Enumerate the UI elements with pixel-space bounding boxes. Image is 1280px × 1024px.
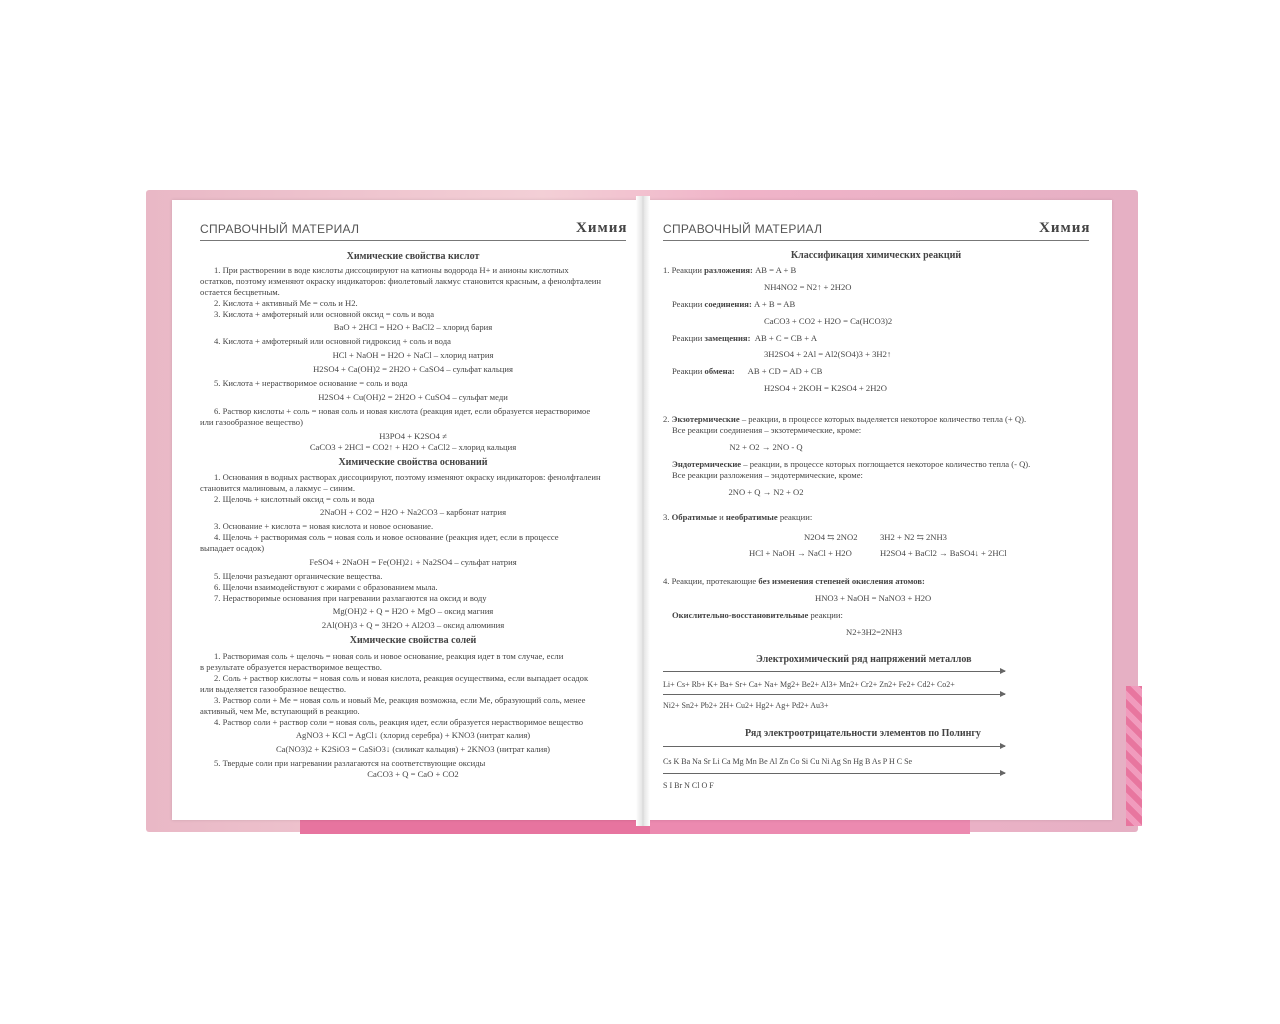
text-line: 4. Кислота + амфотерный или основной гидроксид + соль и вода: [214, 336, 451, 346]
text-line: или выделяется газообразное вещество.: [200, 684, 347, 694]
formula: 3H2 + N2 ⇆ 2NH3: [880, 532, 947, 542]
text-line: остатков, поэтому изменяют окраску индикаторов: фиолетовый лакмус становится красным, а фенолфталеин: [200, 276, 601, 286]
no-oxidation-def: 4. Реакции, протекающие без изменения степеней окисления атомов:: [663, 576, 925, 586]
header-divider: [663, 240, 1089, 241]
reaction-type: Реакции замещения: AB + C = CB + A: [672, 333, 818, 343]
formula: BaO + 2HCl = H2O + BaCl2 – хлорид бария: [333, 322, 493, 332]
formula: 2NaOH + CO2 = H2O + Na2CO3 – карбонат натрия: [319, 507, 507, 517]
text-line: становится малиновым, а лакмус – синим.: [200, 483, 356, 493]
salts-title: Химические свойства солей: [349, 635, 477, 646]
formula: N2 + O2 → 2NO - Q: [729, 442, 803, 452]
formula: FeSO4 + 2NaOH = Fe(OH)2↓ + Na2SO4 – сульфат натрия: [309, 557, 517, 567]
formula: CaCO3 + Q = CaO + CO2: [367, 769, 459, 779]
acids-title: Химические свойства кислот: [346, 251, 480, 262]
text-line: 4. Щелочь + растворимая соль = новая соль и новое основание (реакция идет, если в процессе: [214, 532, 559, 542]
text-line: 2. Щелочь + кислотный оксид = соль и вода: [214, 494, 375, 504]
header-divider: [200, 240, 626, 241]
series-arrow: [663, 694, 1005, 695]
series-arrow: [663, 671, 1005, 672]
book-spine: [636, 196, 650, 826]
text-line: выпадает осадок): [200, 543, 265, 553]
cover-pattern: [300, 820, 650, 834]
text-line: 1. Растворимая соль + щелочь = новая соль и новое основание, реакция идет в том случае, если: [214, 651, 564, 661]
series-arrow: [663, 746, 1005, 747]
text-line: 3. Кислота + амфотерный или основной оксид = соль и вода: [214, 309, 435, 319]
pauling-series-row: S I Br N Cl O F: [663, 781, 714, 790]
text-line: 5. Твердые соли при нагревании разлагаются на соответствующие оксиды: [214, 758, 486, 768]
metals-series-row: Ni2+ Sn2+ Pb2+ 2H+ Cu2+ Hg2+ Ag+ Pd2+ Au3+: [663, 701, 829, 710]
exothermic-def: 2. Экзотермические – реакции, в процессе которых выделяется некоторое количество тепла (+ Q).: [663, 414, 1027, 424]
formula: H2SO4 + Cu(OH)2 = 2H2O + CuSO4 – сульфат меди: [318, 392, 508, 402]
right-page: [648, 200, 1112, 820]
formula: AgNO3 + KCl = AgCl↓ (хлорид серебра) + KNO3 (нитрат калия): [295, 730, 531, 740]
formula: 3H2SO4 + 2Al = Al2(SO4)3 + 3H2↑: [764, 349, 892, 359]
text-line: остается бесцветным.: [200, 287, 280, 297]
text-line: активный, чем Ме, вступающий в реакцию.: [200, 706, 360, 716]
reaction-type: Реакции обмена: AB + CD = AD + CB: [672, 366, 823, 376]
subject-title-right: Химия: [1039, 220, 1091, 236]
formula: HCl + NaOH → NaCl + H2O: [749, 548, 852, 558]
text-line: 2. Соль + раствор кислоты = новая соль и новая кислота, реакция осуществима, если выпадает осадок: [214, 673, 589, 683]
pauling-series-row: Cs K Ba Na Sr Li Ca Mg Mn Be Al Zn Co Si Cu Ni Ag Sn Hg B As P H C Se: [663, 757, 913, 766]
text-line: в результате образуется нерастворимое вещество.: [200, 662, 382, 672]
cover-pattern: [1126, 686, 1142, 826]
formula: H2SO4 + 2KOH = K2SO4 + 2H2O: [764, 383, 887, 393]
text-line: 3. Раствор соли + Ме = новая соль и новый Ме, реакция возможна, если Ме, образующий соль, менее: [214, 695, 586, 705]
endothermic-def: Эндотермические – реакции, в процессе которых поглощается некоторое количество тепла (- Q).: [672, 459, 1031, 469]
formula: H2SO4 + BaCl2 → BaSO4↓ + 2HCl: [880, 548, 1007, 558]
reaction-type: Реакции соединения: A + B = AB: [672, 299, 796, 309]
metals-series-title: Электрохимический ряд напряжений металлов: [756, 654, 972, 665]
formula: HNO3 + NaOH = NaNO3 + H2O: [815, 593, 932, 603]
subject-title-left: Химия: [576, 220, 628, 236]
formula: N2O4 ⇆ 2NO2: [804, 532, 858, 542]
section-header-right: СПРАВОЧНЫЙ МАТЕРИАЛ: [663, 222, 823, 236]
text-line: 1. При растворении в воде кислоты диссоциируют на катионы водорода Н+ и анионы кислотных: [214, 265, 569, 275]
text-line: или газообразное вещество): [200, 417, 303, 427]
reaction-type: 1. Реакции разложения: AB = A + B: [663, 265, 797, 275]
formula: N2+3H2=2NH3: [846, 627, 903, 637]
text-line: 6. Щелочи взаимодействуют с жирами с образованием мыла.: [214, 582, 438, 592]
text-line: 5. Кислота + нерастворимое основание = соль и вода: [214, 378, 408, 388]
cover-pattern: [650, 820, 970, 834]
text-line: 1. Основания в водных растворах диссоциируют, поэтому изменяют окраску индикаторов: фенолфталеин: [214, 472, 601, 482]
formula: HCl + NaOH = H2O + NaCl – хлорид натрия: [332, 350, 494, 360]
section-header-left: СПРАВОЧНЫЙ МАТЕРИАЛ: [200, 222, 360, 236]
redox-def: Окислительно-восстановительные реакции:: [672, 610, 843, 620]
classification-title: Классификация химических реакций: [790, 250, 962, 261]
metals-series-row: Li+ Cs+ Rb+ K+ Ba+ Sr+ Ca+ Na+ Mg2+ Be2+ Al3+ Mn2+ Cr2+ Zn2+ Fe2+ Cd2+ Co2+: [663, 680, 955, 689]
text-line: 5. Щелочи разъедают органические вещества.: [214, 571, 383, 581]
formula: H3PO4 + K2SO4 ≠: [379, 431, 447, 441]
text-line: 7. Нерастворимые основания при нагревании разлагаются на оксид и воду: [214, 593, 487, 603]
series-arrow: [663, 773, 1005, 774]
text-line: Все реакции разложения – эндотермические, кроме:: [672, 470, 863, 480]
formula: 2Al(OH)3 + Q = 3H2O + Al2O3 – оксид алюминия: [321, 620, 505, 630]
text-line: Все реакции соединения – экзотермические, кроме:: [672, 425, 862, 435]
reversible-def: 3. Обратимые и необратимые реакции:: [663, 512, 813, 522]
formula: CaCO3 + CO2 + H2O = Ca(HCO3)2: [764, 316, 893, 326]
formula: Mg(OH)2 + Q = H2O + MgO – оксид магния: [332, 606, 494, 616]
text-line: 6. Раствор кислоты + соль = новая соль и новая кислота (реакция идет, если образуется нерастворимое: [214, 406, 591, 416]
formula: CaCO3 + 2HCl = CO2↑ + H2O + CaCl2 – хлорид кальция: [309, 442, 517, 452]
pauling-series-title: Ряд электроотрицательности элементов по Полингу: [745, 728, 981, 739]
text-line: 3. Основание + кислота = новая кислота и новое основание.: [214, 521, 434, 531]
bases-title: Химические свойства оснований: [338, 457, 488, 468]
text-line: 2. Кислота + активный Ме = соль и Н2.: [214, 298, 358, 308]
formula: Ca(NO3)2 + K2SiO3 = CaSiO3↓ (силикат кальция) + 2KNO3 (нитрат калия): [275, 744, 551, 754]
text-line: 4. Раствор соли + раствор соли = новая соль, реакция идет, если образуется нерастворимое вещество: [214, 717, 584, 727]
formula: H2SO4 + Ca(OH)2 = 2H2O + CaSO4 – сульфат кальция: [313, 364, 513, 374]
formula: NH4NO2 = N2↑ + 2H2O: [764, 282, 852, 292]
formula: 2NO + Q → N2 + O2: [728, 487, 804, 497]
